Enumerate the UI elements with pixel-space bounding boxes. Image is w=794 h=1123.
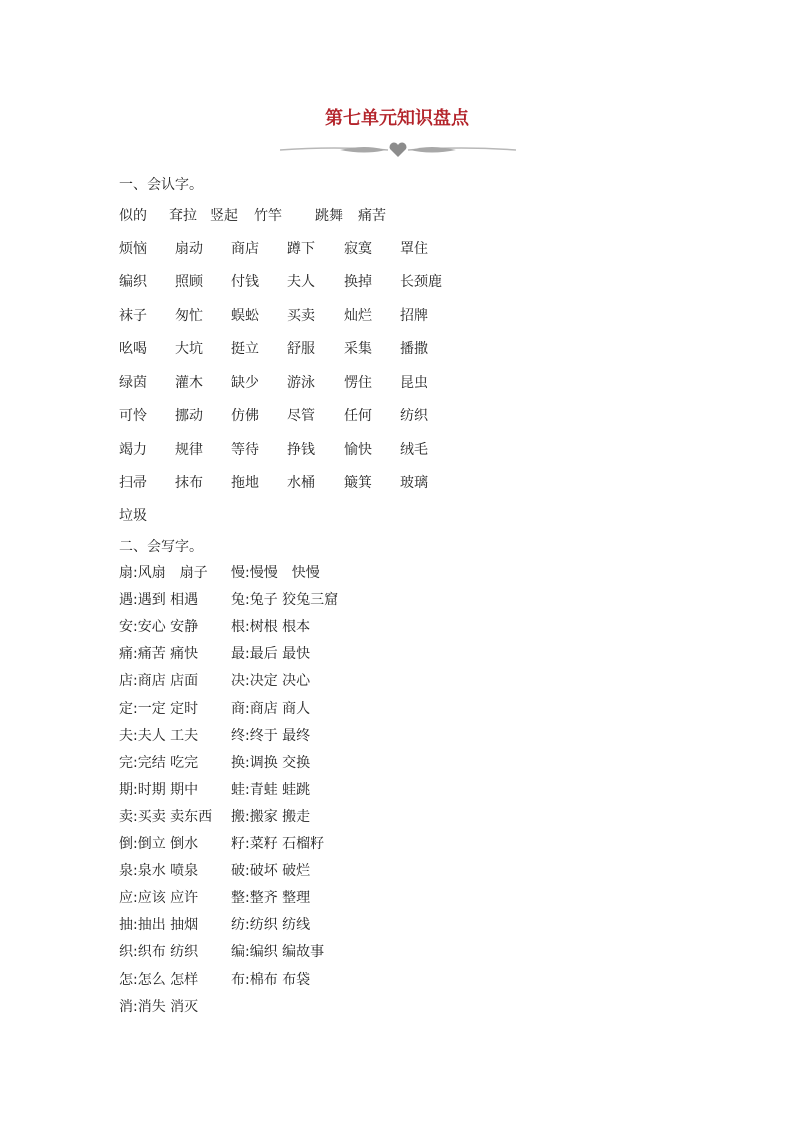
write-entry: 根:树根 根本 bbox=[231, 619, 311, 635]
write-entry: 定:一定 定时 bbox=[119, 701, 199, 717]
write-entry: 决:决定 决心 bbox=[231, 673, 311, 689]
write-entry: 布:棉布 布袋 bbox=[231, 972, 311, 988]
read-word: 水桶 bbox=[287, 475, 315, 491]
read-word: 拖地 bbox=[231, 475, 259, 491]
read-word: 换掉 bbox=[344, 274, 372, 290]
read-word: 等待 bbox=[231, 442, 259, 458]
section-heading-write: 二、会写字。 bbox=[119, 539, 203, 555]
read-word: 挪动 bbox=[175, 408, 203, 424]
read-word: 尽管 bbox=[287, 408, 315, 424]
write-entry: 倒:倒立 倒水 bbox=[119, 836, 199, 852]
read-word: 愣住 bbox=[344, 375, 372, 391]
read-word: 昆虫 bbox=[400, 375, 428, 391]
heart-icon bbox=[390, 143, 407, 157]
read-word: 痛苦 bbox=[358, 208, 386, 224]
read-word: 舒服 bbox=[287, 341, 315, 357]
read-word: 扫帚 bbox=[119, 475, 147, 491]
read-word: 采集 bbox=[344, 341, 372, 357]
read-word: 扇动 bbox=[175, 241, 203, 257]
read-word: 付钱 bbox=[231, 274, 259, 290]
section-heading-read: 一、会认字。 bbox=[119, 177, 203, 193]
title-divider bbox=[280, 140, 516, 160]
read-word: 垃圾 bbox=[119, 508, 147, 524]
read-word: 大坑 bbox=[175, 341, 203, 357]
read-word: 竹竿 bbox=[254, 208, 282, 224]
write-entry: 消:消失 消灭 bbox=[119, 999, 199, 1015]
read-word: 蜈蚣 bbox=[231, 308, 259, 324]
read-word: 灿烂 bbox=[344, 308, 372, 324]
write-entry: 怎:怎么 怎样 bbox=[119, 972, 199, 988]
read-word: 可怜 bbox=[119, 408, 147, 424]
write-entry: 卖:买卖 卖东西 bbox=[119, 809, 213, 825]
write-entry: 蛙:青蛙 蛙跳 bbox=[231, 782, 311, 798]
write-entry: 扇:风扇 扇子 bbox=[119, 565, 208, 581]
write-entry: 慢:慢慢 快慢 bbox=[231, 565, 320, 581]
read-word: 竭力 bbox=[119, 442, 147, 458]
read-word: 吆喝 bbox=[119, 341, 147, 357]
write-entry: 泉:泉水 喷泉 bbox=[119, 863, 199, 879]
write-entry: 商:商店 商人 bbox=[231, 701, 311, 717]
read-word: 挣钱 bbox=[287, 442, 315, 458]
read-word: 袜子 bbox=[119, 308, 147, 324]
read-word: 绒毛 bbox=[400, 442, 428, 458]
read-word: 灌木 bbox=[175, 375, 203, 391]
write-entry: 破:破坏 破烂 bbox=[231, 863, 311, 879]
read-word: 挺立 bbox=[231, 341, 259, 357]
read-word: 寂寞 bbox=[344, 241, 372, 257]
read-word: 招牌 bbox=[400, 308, 428, 324]
write-entry: 籽:菜籽 石榴籽 bbox=[231, 836, 325, 852]
write-entry: 痛:痛苦 痛快 bbox=[119, 646, 199, 662]
write-entry: 整:整齐 整理 bbox=[231, 890, 311, 906]
read-word: 编织 bbox=[119, 274, 147, 290]
read-word: 照顾 bbox=[175, 274, 203, 290]
write-entry: 兔:兔子 狡兔三窟 bbox=[231, 592, 339, 608]
read-word: 长颈鹿 bbox=[400, 274, 442, 290]
write-entry: 完:完结 吃完 bbox=[119, 755, 199, 771]
write-entry: 最:最后 最快 bbox=[231, 646, 311, 662]
write-entry: 遇:遇到 相遇 bbox=[119, 592, 199, 608]
read-word: 抹布 bbox=[175, 475, 203, 491]
read-word: 玻璃 bbox=[400, 475, 428, 491]
read-word: 夫人 bbox=[287, 274, 315, 290]
read-word: 缺少 bbox=[231, 375, 259, 391]
write-entry: 夫:夫人 工夫 bbox=[119, 728, 199, 744]
read-word: 买卖 bbox=[287, 308, 315, 324]
write-entry: 织:织布 纺织 bbox=[119, 944, 199, 960]
write-entry: 编:编织 编故事 bbox=[231, 944, 325, 960]
write-entry: 应:应该 应许 bbox=[119, 890, 199, 906]
read-word: 游泳 bbox=[287, 375, 315, 391]
read-word: 匆忙 bbox=[175, 308, 203, 324]
read-word: 愉快 bbox=[344, 442, 372, 458]
read-word: 耷拉 bbox=[169, 208, 197, 224]
read-word: 烦恼 bbox=[119, 241, 147, 257]
write-entry: 换:调换 交换 bbox=[231, 755, 311, 771]
read-word: 罩住 bbox=[400, 241, 428, 257]
write-entry: 安:安心 安静 bbox=[119, 619, 199, 635]
read-word: 跳舞 bbox=[315, 208, 343, 224]
read-word: 规律 bbox=[175, 442, 203, 458]
write-entry: 纺:纺织 纺线 bbox=[231, 917, 311, 933]
read-word: 似的 bbox=[119, 208, 147, 224]
write-entry: 期:时期 期中 bbox=[119, 782, 199, 798]
read-word: 商店 bbox=[231, 241, 259, 257]
read-word: 纺织 bbox=[400, 408, 428, 424]
page-title: 第七单元知识盘点 bbox=[325, 108, 469, 129]
write-entry: 抽:抽出 抽烟 bbox=[119, 917, 199, 933]
read-word: 簸箕 bbox=[344, 475, 372, 491]
write-entry: 搬:搬家 搬走 bbox=[231, 809, 311, 825]
read-word: 竖起 bbox=[210, 208, 238, 224]
read-word: 任何 bbox=[344, 408, 372, 424]
read-word: 蹲下 bbox=[287, 241, 315, 257]
write-entry: 店:商店 店面 bbox=[119, 673, 199, 689]
read-word: 播撒 bbox=[400, 341, 428, 357]
write-entry: 终:终于 最终 bbox=[231, 728, 311, 744]
read-word: 绿茵 bbox=[119, 375, 147, 391]
read-word: 仿佛 bbox=[231, 408, 259, 424]
